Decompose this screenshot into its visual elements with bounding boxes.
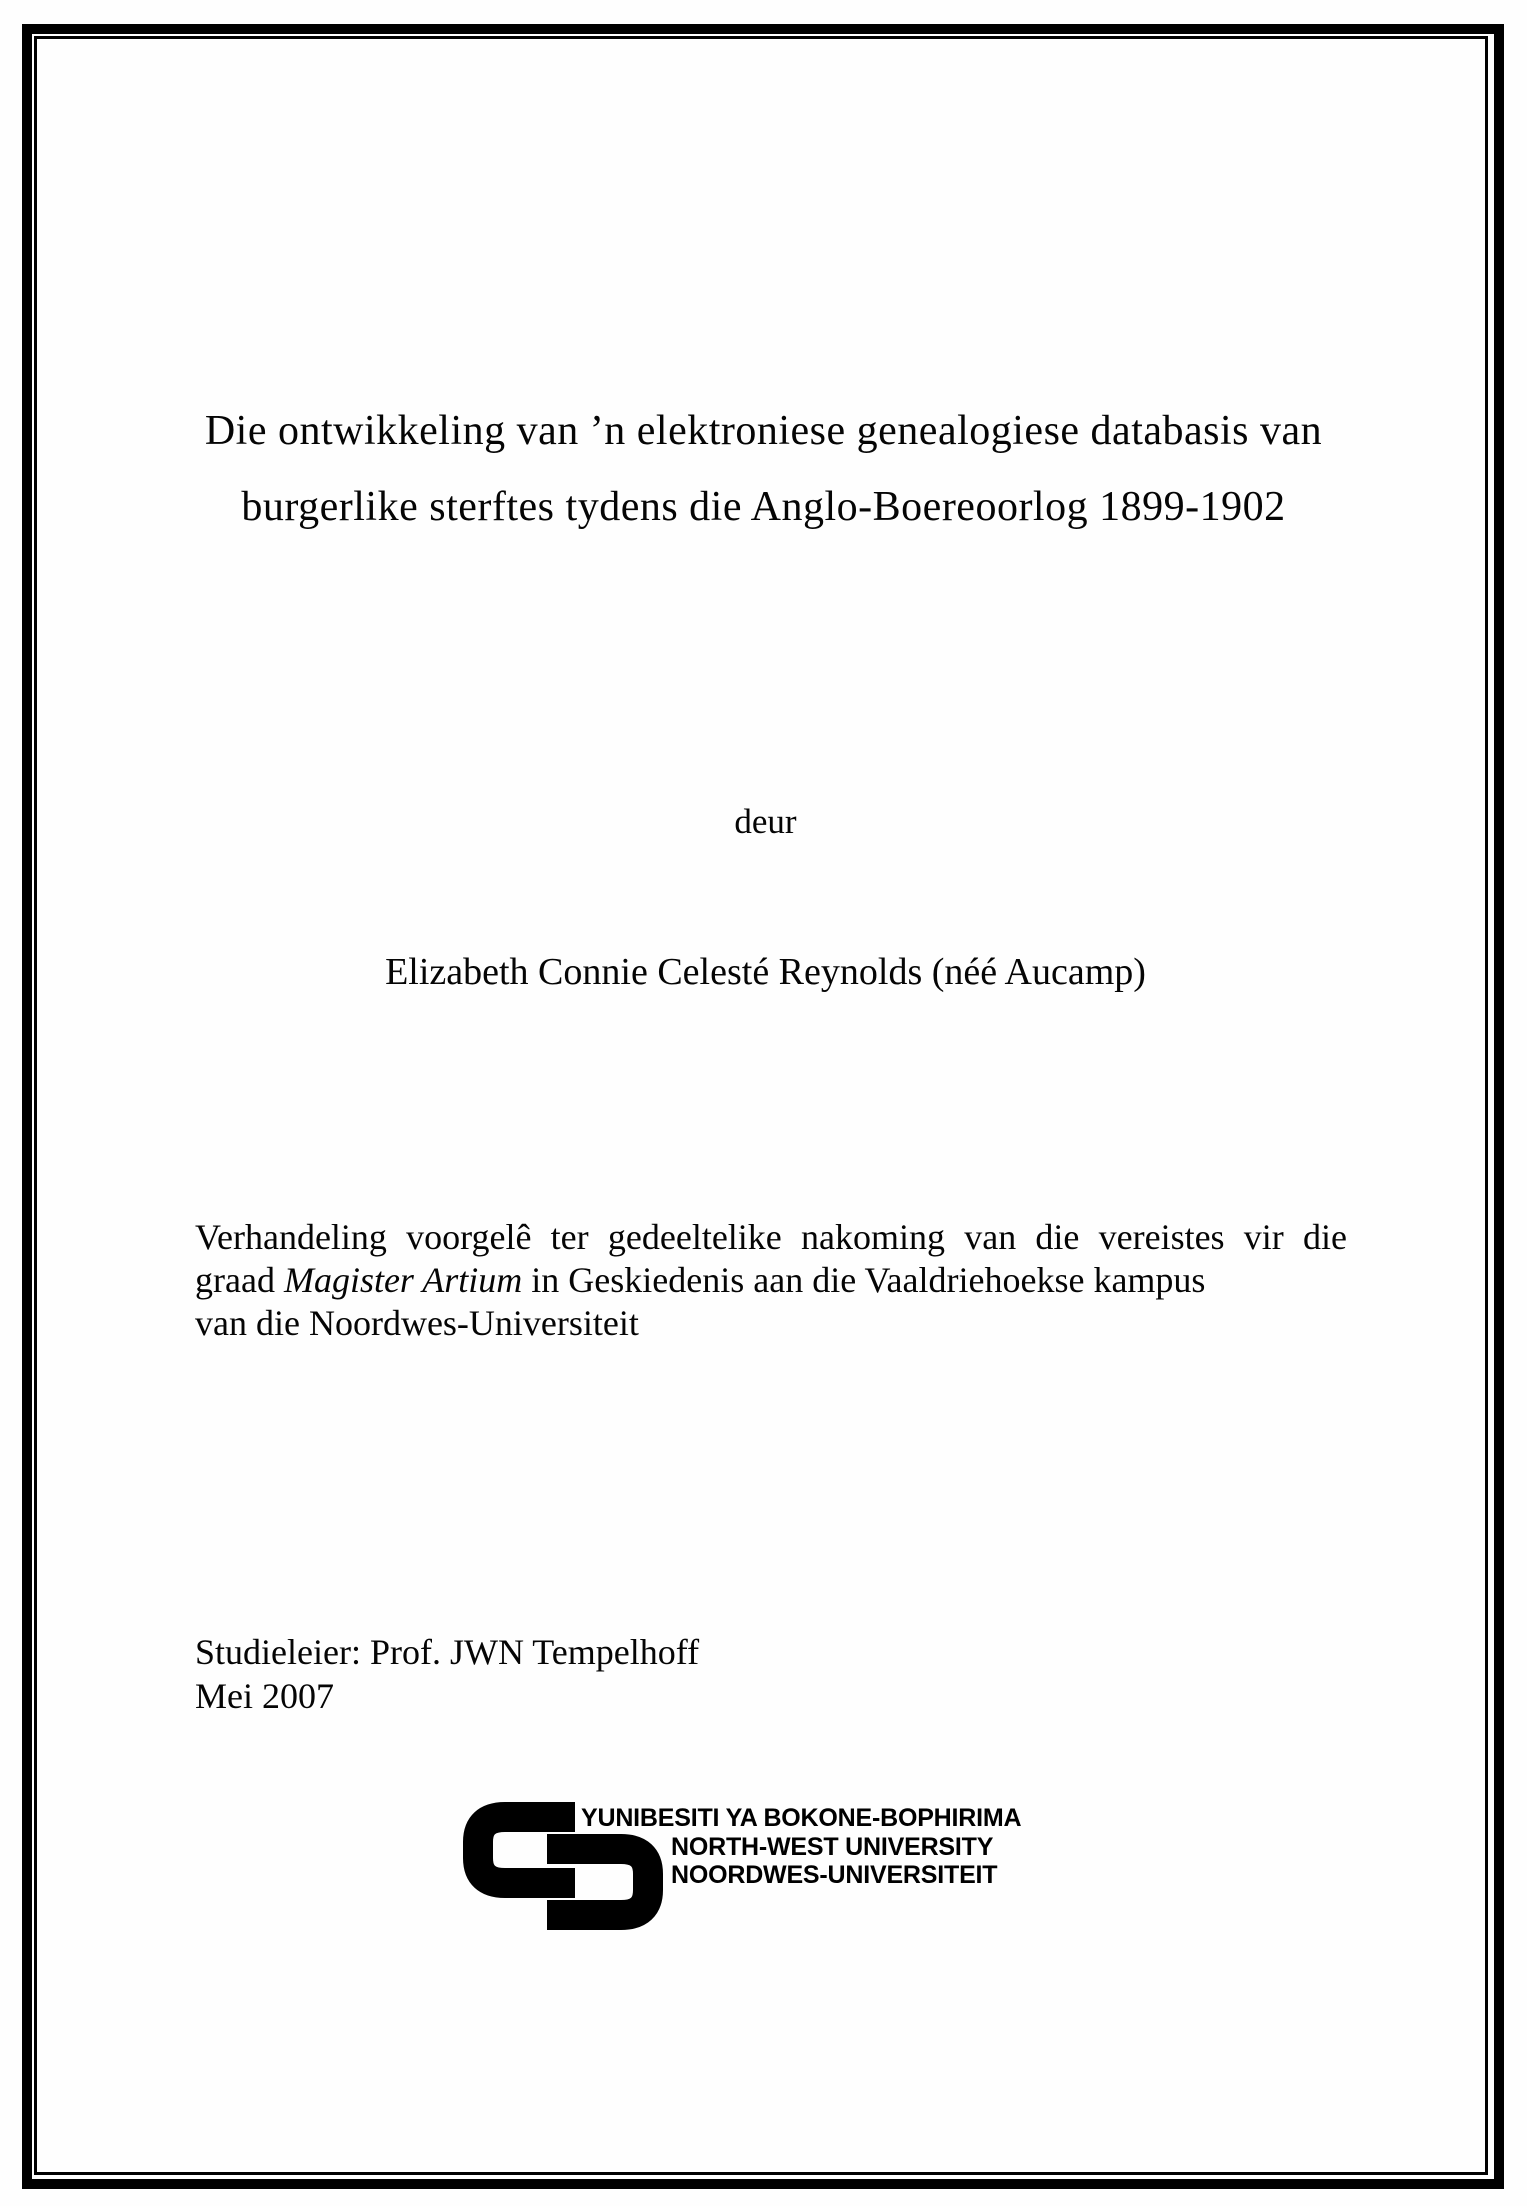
thesis-title-line2: burgerlike sterftes tydens die Anglo-Boereoorlog 1899-1902 bbox=[241, 484, 1286, 530]
logo-line-english: NORTH-WEST UNIVERSITY bbox=[671, 1832, 994, 1861]
author-name: Elizabeth Connie Celesté Reynolds (néé Aucamp) bbox=[385, 951, 1146, 993]
university-logo-text bbox=[581, 1804, 1021, 1890]
date-line: Mei 2007 bbox=[195, 1676, 334, 1716]
statement-line1: Verhandeling voorgelê ter gedeeltelike nakoming van die vereistes vir die bbox=[195, 1217, 1347, 1257]
statement-line2 bbox=[195, 1259, 1347, 1302]
supervisor-block bbox=[195, 1630, 699, 1718]
thesis-title bbox=[12, 393, 1515, 545]
statement-line2-suffix: in Geskiedenis aan die Vaaldriehoekse kampus bbox=[522, 1260, 1206, 1300]
logo-line-setswana: YUNIBESITI YA BOKONE-BOPHIRIMA bbox=[581, 1804, 1022, 1832]
supervisor-line: Studieleier: Prof. JWN Tempelhoff bbox=[195, 1632, 700, 1672]
statement-line3: van die Noordwes-Universiteit bbox=[195, 1303, 639, 1343]
statement-line2-prefix: graad bbox=[195, 1260, 284, 1300]
logo-line-afrikaans: NOORDWES-UNIVERSITEIT bbox=[671, 1861, 998, 1889]
thesis-title-line1: Die ontwikkeling van ’n elektroniese genealogiese databasis van bbox=[204, 408, 1323, 454]
university-logo bbox=[463, 1800, 1083, 1940]
degree-name: Magister Artium bbox=[283, 1260, 523, 1300]
thesis-statement bbox=[195, 1216, 1347, 1345]
byline-label: deur bbox=[734, 802, 797, 841]
